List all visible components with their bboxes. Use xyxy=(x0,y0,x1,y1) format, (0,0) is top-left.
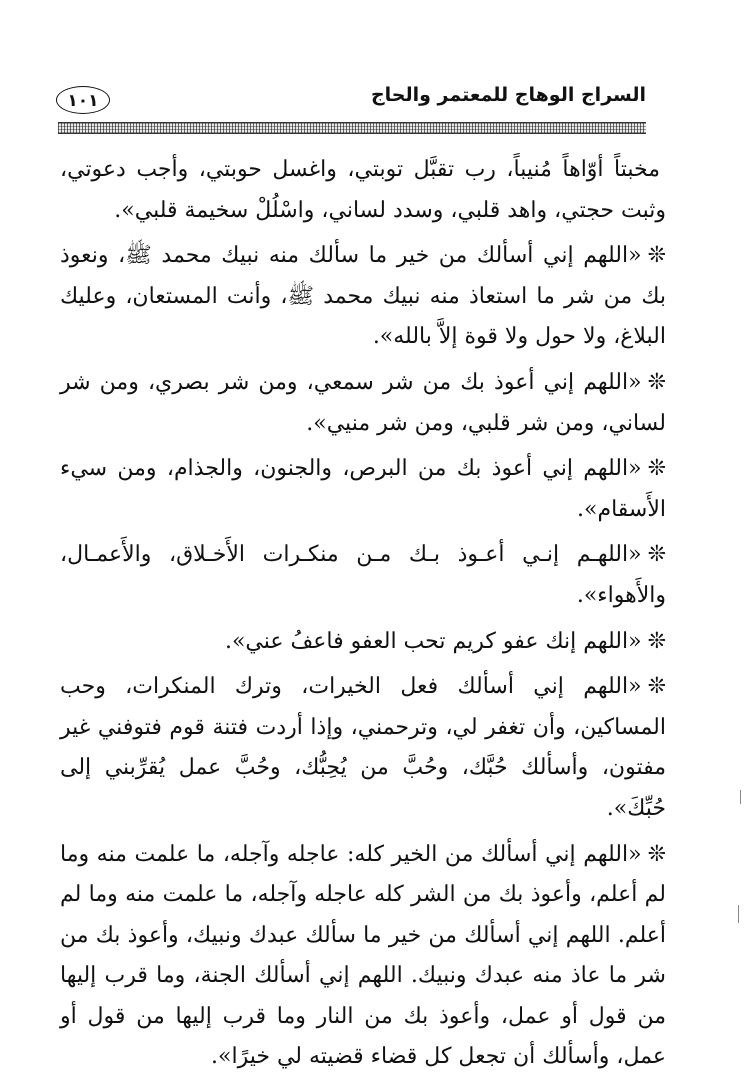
paragraph xyxy=(60,449,666,530)
bullet-icon: ❊ xyxy=(647,456,666,482)
bullet-icon: ❊ xyxy=(647,841,666,867)
paragraph-text: «اللهم إني أسألك فعل الخيرات، وترك المنكرات، وحب المساكين، وأن تغفر لي، وترحمني، وإذا أردت فتنة قوم فتوفني غير مفتون، وأسألك حُبَّك، وحُبَّ من يُحِبُّك، وحُبَّ عمل يُقرِّبني إلى حُبِّكَ». xyxy=(60,674,666,821)
paragraph xyxy=(60,150,666,231)
paragraph-text: «اللهم إني أعوذ بك من البرص، والجنون، والجذام، ومن سيء الأَسقام». xyxy=(60,456,666,522)
paragraph-text: «اللهم إني أعوذ بك من شر سمعي، ومن شر بصري، ومن شر لساني، ومن شر قلبي، ومن شر منيي». xyxy=(60,369,666,436)
paragraph-text: «اللهم إنك عفو كريم تحب العفو فاعفُ عني». xyxy=(224,628,642,654)
paragraph xyxy=(60,535,666,616)
paragraph-text: «اللهم إني أسألك من خير ما سألك منه نبيك محمد ﷺ، ونعوذ بك من شر ما استعاذ منه نبيك محمد ﷺ، وأنت المستعان، وعليك البلاغ، ولا حول ولا قوة إلاَّ بالله». xyxy=(60,243,666,350)
page-number: ١٠١ xyxy=(56,86,110,114)
bullet-icon: ❊ xyxy=(647,628,666,654)
paragraph xyxy=(60,622,666,663)
bullet-icon: ❊ xyxy=(647,243,666,269)
page-header xyxy=(56,86,646,116)
bullet-icon: ❊ xyxy=(647,542,666,568)
paragraph xyxy=(60,363,666,444)
scan-artifact xyxy=(740,790,741,804)
paragraph xyxy=(60,236,666,358)
scan-artifact xyxy=(738,905,739,923)
paragraph-text: «اللهـم إنـي أعـوذ بـك مـن منكـرات الأَخـلاق، والأَعمـال، والأَهواء». xyxy=(60,542,666,608)
header-divider-bar xyxy=(58,122,646,134)
book-title: السراج الوهاج للمعتمر والحاج xyxy=(370,84,646,106)
paragraph-text: مخبتاً أوّاهاً مُنيباً، رب تقبَّل توبتي، واغسل حوبتي، وأجب دعوتي، وثبت حجتي، واهد قلبي، وسدد لساني، واسْلُلْ سخيمة قلبي». xyxy=(60,157,666,223)
paragraph-text: «اللهم إني أسألك من الخير كله: عاجله وآجله، ما علمت منه وما لم أعلم، وأعوذ بك من الشر كله عاجله وآجله، ما علمت منه وما لم أعلم. اللهم إني أسألك من خير ما سألك عبدك ونبيك، وأعوذ بك من شر ما عاذ منه عبدك ونبيك. اللهم إني أسألك الجنة، وما قرب إليها من قول أو عمل، وأعوذ بك من النار وما قرب إليها من قول أو عمل، وأسألك أن تجعل كل قضاء قضيته لي خيرًا». xyxy=(60,841,666,1070)
paragraph xyxy=(60,667,666,829)
paragraph xyxy=(60,835,666,1079)
page-body xyxy=(60,150,666,1083)
bullet-icon: ❊ xyxy=(647,369,666,395)
bullet-icon: ❊ xyxy=(647,674,666,700)
